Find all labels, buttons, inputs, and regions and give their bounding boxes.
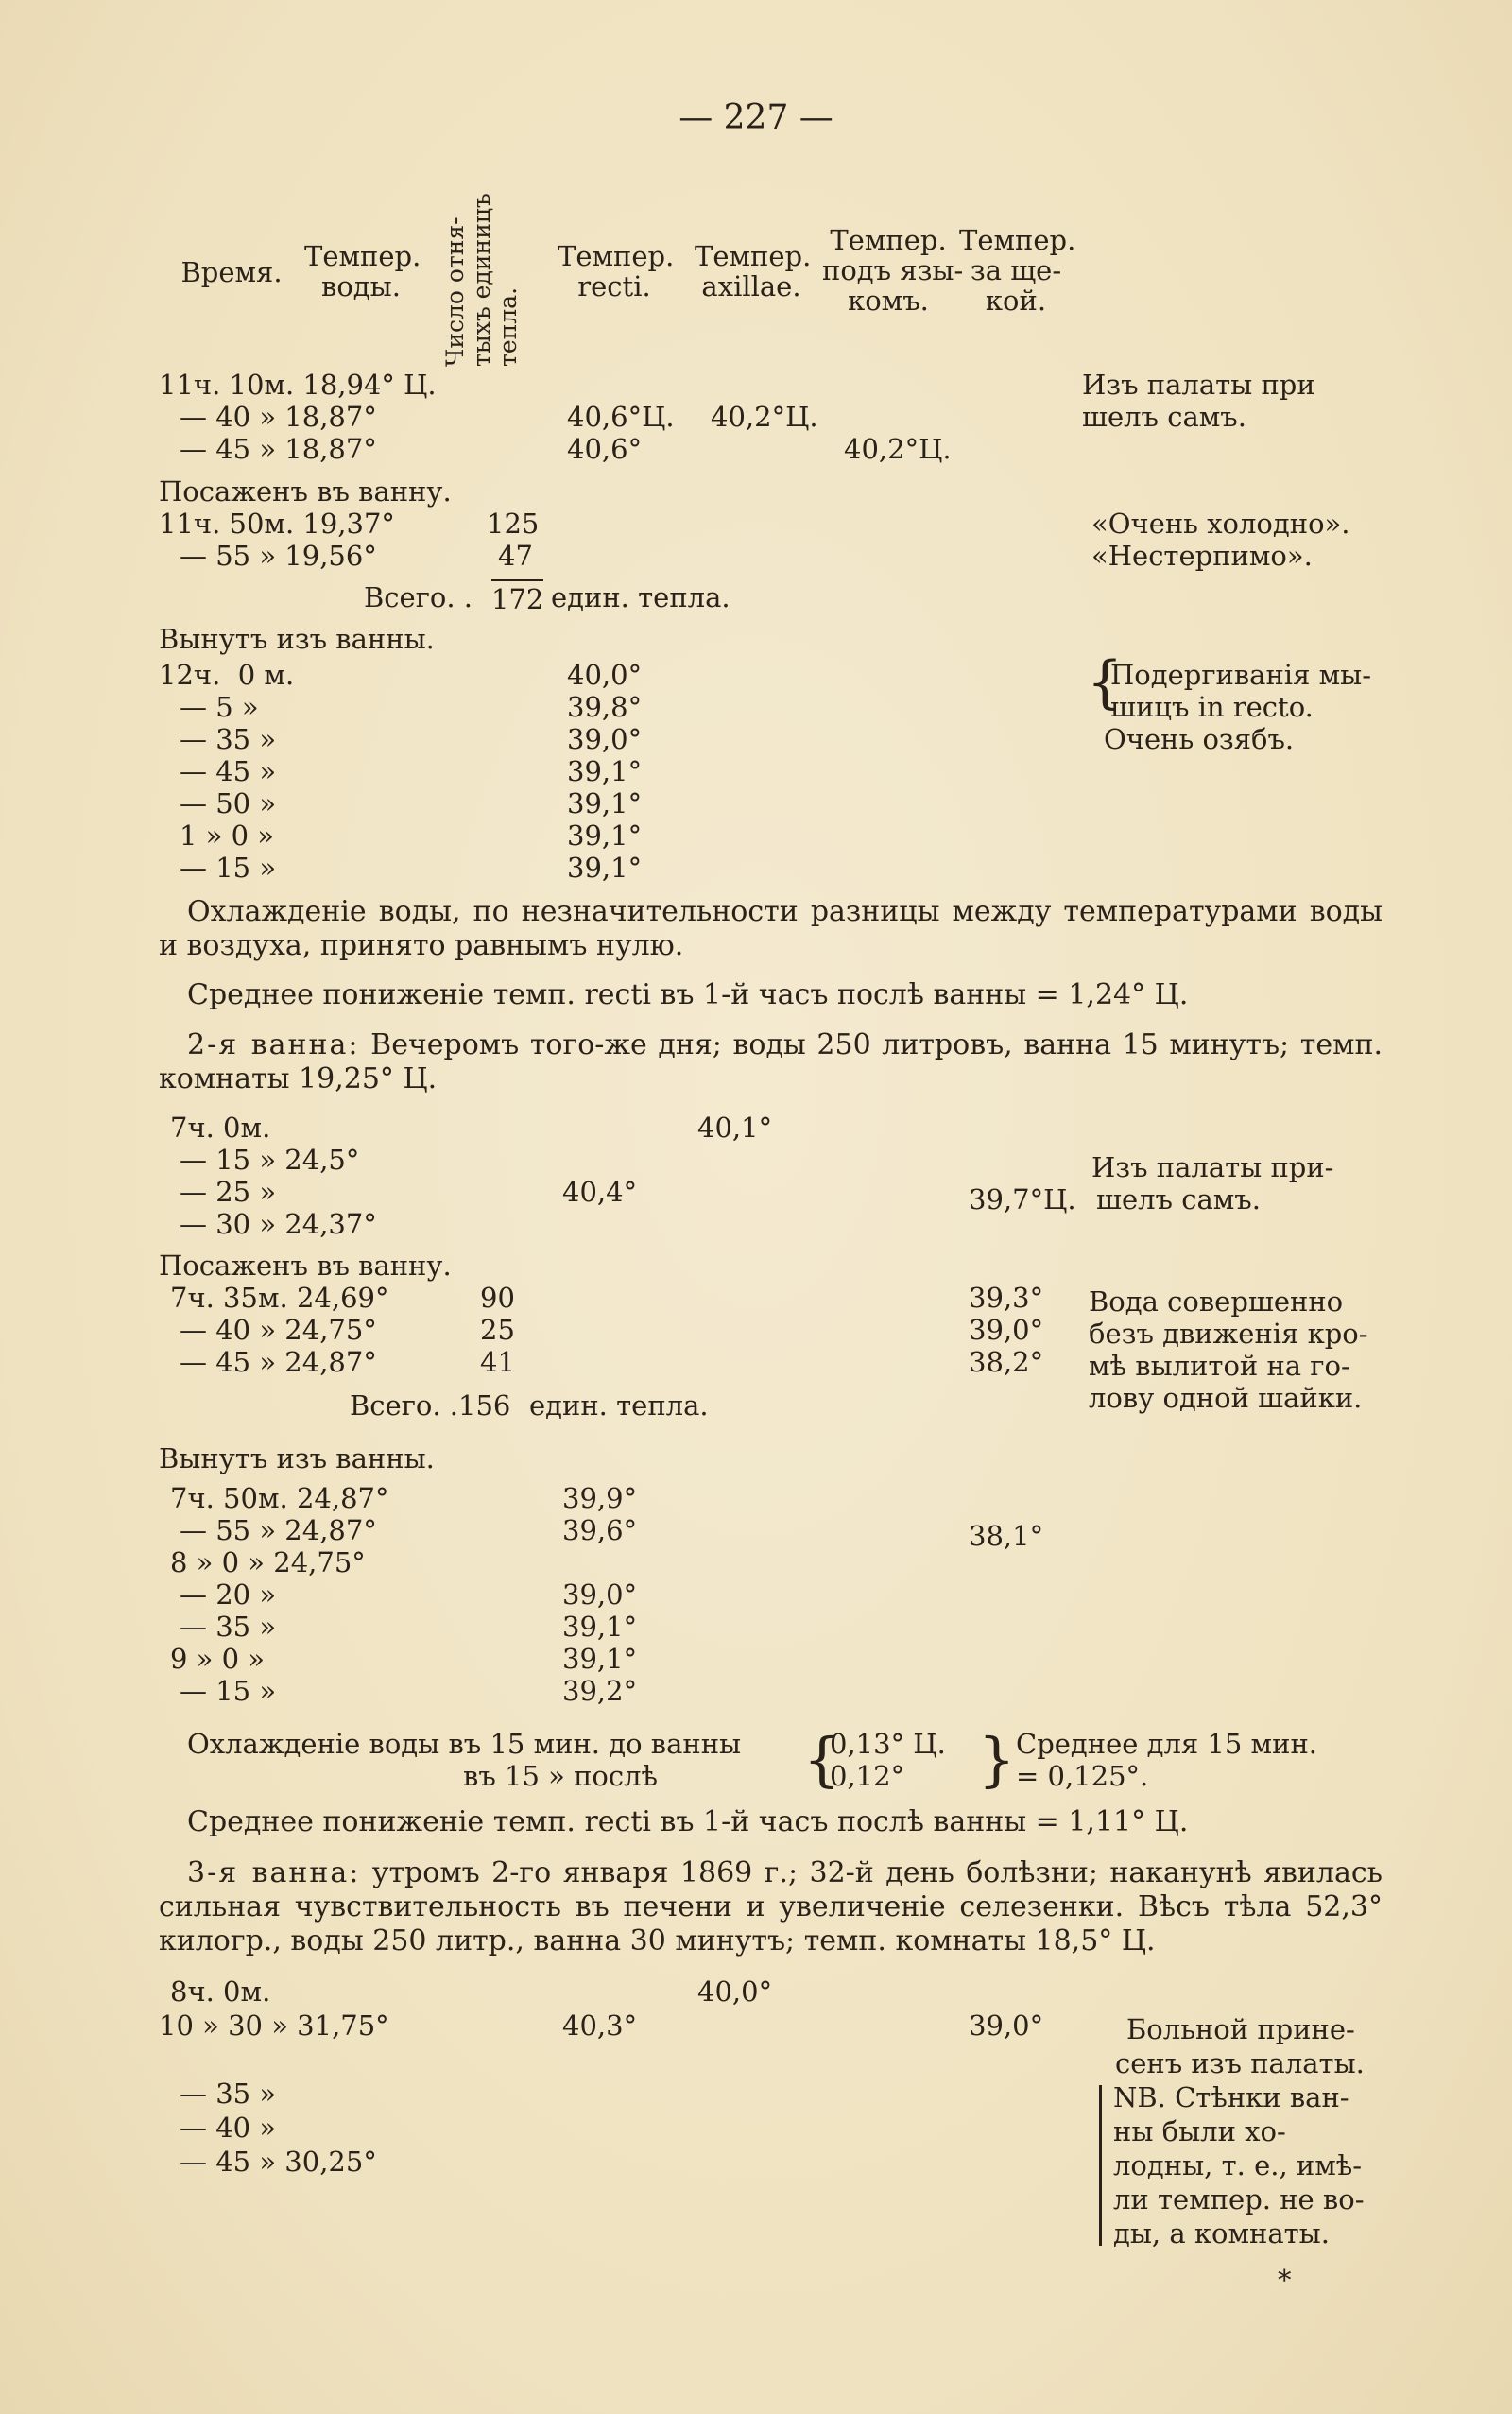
b1-after-time: 12ч. 0 м. bbox=[159, 659, 295, 691]
b1-after-time: 1 » 0 » bbox=[180, 819, 275, 852]
cool2-value-2: 0,12° bbox=[830, 1760, 905, 1792]
col-header-cheek: Темпер. за ще- кой. bbox=[959, 224, 1076, 317]
col-header-recti: Темпер. recti. bbox=[558, 240, 675, 302]
b1-row-4-units: 125 bbox=[487, 508, 540, 540]
b1-note-5: Подергиванія мы- bbox=[1110, 659, 1372, 691]
b1-after-recti: 39,1° bbox=[567, 819, 643, 852]
b2-in-tongue: 39,0° bbox=[969, 1314, 1044, 1346]
b2-total-label: Всего. . bbox=[350, 1389, 459, 1422]
b3-row-2-recti: 40,3° bbox=[562, 2009, 638, 2042]
b3-note: ли темпер. не во- bbox=[1113, 2183, 1365, 2216]
b1-row-5: — 55 » 19,56° bbox=[180, 540, 377, 572]
b2-after-time: — 35 » bbox=[180, 1611, 277, 1643]
b2-after-recti: 39,1° bbox=[562, 1611, 638, 1643]
b1-total-unit: един. тепла. bbox=[551, 581, 730, 613]
cool2-value-1: 0,13° Ц. bbox=[830, 1728, 946, 1760]
footer-mark: * bbox=[1278, 2264, 1292, 2296]
b3-row-1: 8ч. 0м. bbox=[170, 1975, 271, 2008]
b3-row-1-axillae: 40,0° bbox=[697, 1975, 773, 2008]
paragraph-cooling-1: Охлажденіе воды, по незначительности разницы между температурами воды и воздуха, принято равнымъ нулю. bbox=[159, 895, 1383, 962]
col-header-axillae: Темпер. axillae. bbox=[695, 240, 812, 302]
b2-note-6: лову одной шайки. bbox=[1089, 1382, 1363, 1414]
b3-note: ды, а комнаты. bbox=[1113, 2217, 1330, 2250]
b1-row-2-recti: 40,6°Ц. bbox=[567, 401, 675, 433]
paragraph-bath-3: 3-я ванна: утромъ 2-го января 1869 г.; 32-й день болѣзни; наканунѣ явилась сильная чувствительность въ печени и увеличеніе селезенки. Вѣсъ тѣла 52,3° килогр., воды 250 литр., ванна 30 минутъ; темп. комнаты 18,5° Ц. bbox=[159, 1856, 1383, 1957]
b1-after-time: — 15 » bbox=[180, 852, 277, 884]
cool2-line-1: Охлажденіе воды въ 15 мин. до ванны bbox=[187, 1728, 742, 1760]
b2-row-3-tongue: 39,7°Ц. bbox=[969, 1183, 1076, 1216]
b2-after-time: 9 » 0 » bbox=[170, 1643, 266, 1675]
b2-posazhen: Посаженъ въ ванну. bbox=[159, 1250, 452, 1282]
paragraph-bath-2: 2-я ванна: Вечеромъ того-же дня; воды 250 литровъ, ванна 15 минутъ; темп. комнаты 19,25° Ц. bbox=[159, 1028, 1383, 1095]
b1-total-value: 172 bbox=[491, 579, 543, 615]
b1-note-4: «Нестерпимо». bbox=[1091, 540, 1313, 572]
b2-in-units: 41 bbox=[480, 1346, 515, 1378]
b2-row-3-recti: 40,4° bbox=[562, 1176, 638, 1208]
b1-total-label: Всего. . bbox=[364, 581, 473, 613]
b2-total-unit: един. тепла. bbox=[529, 1389, 709, 1422]
b1-after-time: — 45 » bbox=[180, 755, 277, 787]
b2-after-recti: 39,1° bbox=[562, 1643, 638, 1675]
b2-in-tongue: 38,2° bbox=[969, 1346, 1044, 1378]
b1-after-time: — 5 » bbox=[180, 691, 259, 723]
b2-after-recti: 39,9° bbox=[562, 1482, 638, 1514]
b2-after-time: — 20 » bbox=[180, 1578, 277, 1611]
b1-posazhen: Посаженъ въ ванну. bbox=[159, 475, 452, 508]
b2-after-recti: 39,0° bbox=[562, 1578, 638, 1611]
b1-row-3-recti: 40,6° bbox=[567, 433, 643, 465]
b2-in-time: — 40 » 24,75° bbox=[180, 1314, 377, 1346]
bracket-mark: { bbox=[803, 1725, 841, 1794]
b3-note: NB. Стѣнки ван- bbox=[1113, 2081, 1349, 2113]
b2-in-time: 7ч. 35м. 24,69° bbox=[170, 1282, 389, 1314]
col-header-heat-units: Число отня- тыхъ единицъ тепла. bbox=[441, 193, 522, 367]
b2-total-value: 156 bbox=[458, 1389, 511, 1422]
b2-vynut: Вынутъ изъ ванны. bbox=[159, 1442, 435, 1474]
b2-after-time: 8 » 0 » 24,75° bbox=[170, 1546, 366, 1578]
cool2-line-2: въ 15 » послѣ bbox=[463, 1760, 659, 1792]
b1-after-time: — 50 » bbox=[180, 787, 277, 819]
b1-note-7: Очень озябъ. bbox=[1104, 723, 1295, 755]
b1-row-4: 11ч. 50м. 19,37° bbox=[159, 508, 395, 540]
b1-note-2: шелъ самъ. bbox=[1082, 401, 1246, 433]
b2-note-4: безъ движенія кро- bbox=[1089, 1318, 1368, 1350]
b3-note: Больной прине- bbox=[1126, 2013, 1355, 2045]
b2-in-tongue: 39,3° bbox=[969, 1282, 1044, 1314]
page-number: — 227 — bbox=[679, 98, 833, 137]
b1-row-5-units: 47 bbox=[498, 540, 533, 572]
b1-after-recti: 39,1° bbox=[567, 852, 643, 884]
b2-note-1: Изъ палаты при- bbox=[1091, 1151, 1334, 1183]
bracket-mark: } bbox=[978, 1725, 1016, 1794]
b2-after-time: — 15 » bbox=[180, 1675, 277, 1707]
b2-note-3: Вода совершенно bbox=[1089, 1285, 1344, 1318]
b1-note-6: шицъ in recto. bbox=[1110, 691, 1314, 723]
b2-row-4: — 30 » 24,37° bbox=[180, 1208, 377, 1240]
b2-row-1-axillae: 40,1° bbox=[697, 1112, 773, 1144]
b3-note: сенъ изъ палаты. bbox=[1115, 2047, 1365, 2079]
paragraph-mean-2: Среднее пониженіе темп. recti въ 1-й часъ послѣ ванны = 1,11° Ц. bbox=[187, 1805, 1189, 1838]
b1-after-recti: 39,1° bbox=[567, 787, 643, 819]
b1-note-1: Изъ палаты при bbox=[1082, 369, 1315, 401]
b1-row-2: — 40 » 18,87° bbox=[180, 401, 377, 433]
b1-row-2-axillae: 40,2°Ц. bbox=[711, 401, 818, 433]
b3-row-5: — 45 » 30,25° bbox=[180, 2146, 377, 2178]
b3-note: ны были хо- bbox=[1113, 2115, 1286, 2147]
b2-in-time: — 45 » 24,87° bbox=[180, 1346, 377, 1378]
paragraph-mean-1: Среднее пониженіе темп. recti въ 1-й часъ послѣ ванны = 1,24° Ц. bbox=[187, 978, 1189, 1011]
b2-in-units: 25 bbox=[480, 1314, 515, 1346]
b3-row-3: — 35 » bbox=[180, 2078, 277, 2110]
cool2-mean-1: Среднее для 15 мин. bbox=[1016, 1728, 1317, 1760]
b2-row-1: 7ч. 0м. bbox=[170, 1112, 271, 1144]
b1-after-recti: 39,8° bbox=[567, 691, 643, 723]
b1-after-time: — 35 » bbox=[180, 723, 277, 755]
b2-row-2: — 15 » 24,5° bbox=[180, 1144, 360, 1176]
b2-in-units: 90 bbox=[480, 1282, 515, 1314]
b1-row-3: — 45 » 18,87° bbox=[180, 433, 377, 465]
b1-note-3: «Очень холодно». bbox=[1091, 508, 1350, 540]
cool2-mean-2: = 0,125°. bbox=[1016, 1760, 1149, 1792]
bracket-mark: { bbox=[1087, 649, 1124, 716]
b1-after-recti: 39,0° bbox=[567, 723, 643, 755]
b1-vynut: Вынутъ изъ ванны. bbox=[159, 623, 435, 655]
b2-after-time: — 55 » 24,87° bbox=[180, 1514, 377, 1546]
b1-row-3-tongue: 40,2°Ц. bbox=[844, 433, 952, 465]
col-header-tongue: Темпер. подъ язы- комъ. bbox=[822, 224, 964, 317]
b1-after-recti: 40,0° bbox=[567, 659, 643, 691]
b2-after-recti: 39,2° bbox=[562, 1675, 638, 1707]
b3-row-4: — 40 » bbox=[180, 2112, 277, 2144]
b1-row-1: 11ч. 10м. 18,94° Ц. bbox=[159, 369, 437, 401]
b2-after-recti: 39,6° bbox=[562, 1514, 638, 1546]
b2-after-tongue: 38,1° bbox=[969, 1520, 1044, 1552]
b1-after-recti: 39,1° bbox=[567, 755, 643, 787]
b3-row-2-tongue: 39,0° bbox=[969, 2009, 1044, 2042]
col-header-water: Темпер. воды. bbox=[304, 240, 421, 302]
bracket-mark bbox=[1099, 2085, 1102, 2246]
b3-note: лодны, т. е., имѣ- bbox=[1113, 2149, 1363, 2181]
b2-note-5: мѣ вылитой на го- bbox=[1089, 1350, 1350, 1382]
b2-after-time: 7ч. 50м. 24,87° bbox=[170, 1482, 389, 1514]
b2-row-3: — 25 » bbox=[180, 1176, 277, 1208]
b3-row-2: 10 » 30 » 31,75° bbox=[159, 2009, 389, 2042]
col-header-time: Время. bbox=[180, 256, 283, 288]
b2-note-2: шелъ самъ. bbox=[1096, 1183, 1261, 1216]
